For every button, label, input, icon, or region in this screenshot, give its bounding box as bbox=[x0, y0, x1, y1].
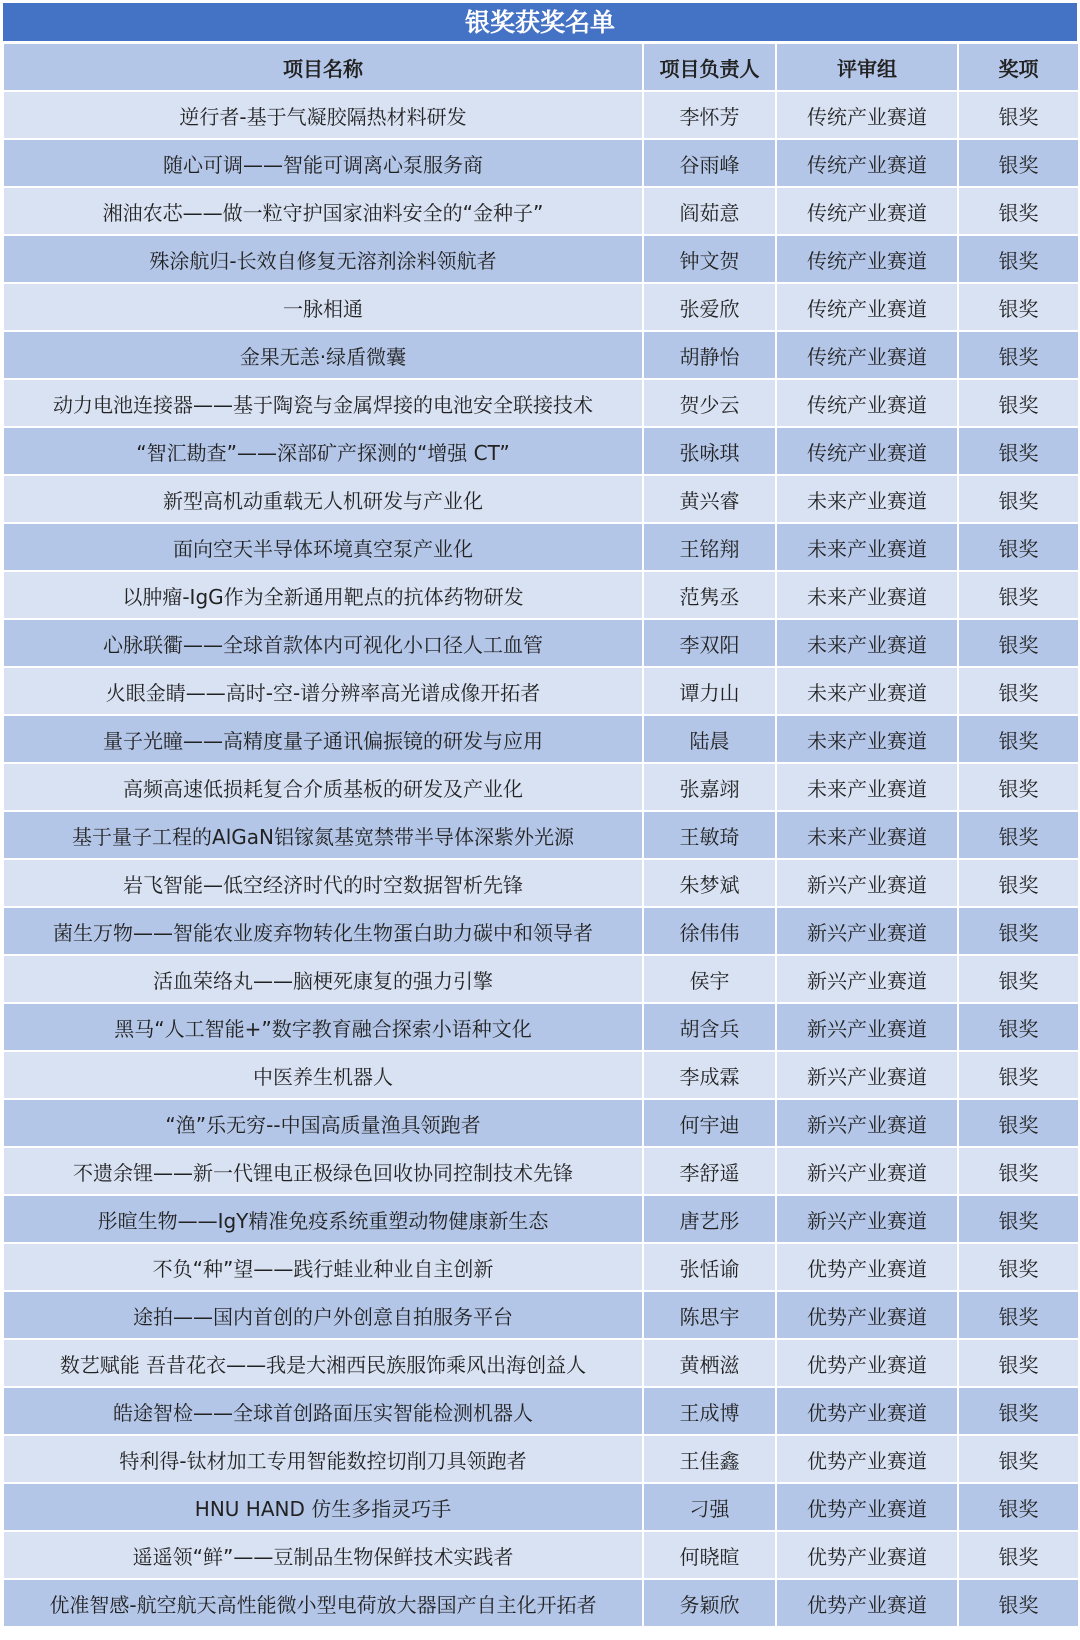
review-group-cell: 传统产业赛道 bbox=[776, 91, 958, 139]
review-group-cell: 传统产业赛道 bbox=[776, 187, 958, 235]
project-name-cell: 彤暄生物——IgY精准免疫系统重塑动物健康新生态 bbox=[3, 1195, 643, 1243]
award-cell: 银奖 bbox=[958, 763, 1079, 811]
project-name-cell: 菌生万物——智能农业废弃物转化生物蛋白助力碳中和领导者 bbox=[3, 907, 643, 955]
table-row bbox=[3, 667, 1079, 715]
review-group-cell: 新兴产业赛道 bbox=[776, 907, 958, 955]
project-leader-cell: 胡含兵 bbox=[643, 1003, 776, 1051]
award-cell: 银奖 bbox=[958, 619, 1079, 667]
review-group-cell: 优势产业赛道 bbox=[776, 1243, 958, 1291]
project-name-cell: 皓途智检——全球首创路面压实智能检测机器人 bbox=[3, 1387, 643, 1435]
review-group-cell: 新兴产业赛道 bbox=[776, 859, 958, 907]
project-name-cell: 面向空天半导体环境真空泵产业化 bbox=[3, 523, 643, 571]
review-group-cell: 优势产业赛道 bbox=[776, 1339, 958, 1387]
project-name-cell: 遥遥领“鲜”——豆制品生物保鲜技术实践者 bbox=[3, 1531, 643, 1579]
award-cell: 银奖 bbox=[958, 667, 1079, 715]
project-name-cell: 随心可调——智能可调离心泵服务商 bbox=[3, 139, 643, 187]
project-leader-cell: 谷雨峰 bbox=[643, 139, 776, 187]
table-row bbox=[3, 1387, 1079, 1435]
table-row bbox=[3, 1435, 1079, 1483]
award-cell: 银奖 bbox=[958, 235, 1079, 283]
table-row bbox=[3, 187, 1079, 235]
table-row bbox=[3, 331, 1079, 379]
review-group-cell: 未来产业赛道 bbox=[776, 763, 958, 811]
project-name-cell: 新型高机动重载无人机研发与产业化 bbox=[3, 475, 643, 523]
award-cell: 银奖 bbox=[958, 1483, 1079, 1531]
table-row bbox=[3, 1291, 1079, 1339]
project-leader-cell: 王敏琦 bbox=[643, 811, 776, 859]
project-leader-cell: 张嘉翊 bbox=[643, 763, 776, 811]
project-leader-cell: 何宇迪 bbox=[643, 1099, 776, 1147]
project-leader-cell: 张恬谕 bbox=[643, 1243, 776, 1291]
table-row bbox=[3, 955, 1079, 1003]
table-row bbox=[3, 1195, 1079, 1243]
project-leader-cell: 侯宇 bbox=[643, 955, 776, 1003]
award-cell: 银奖 bbox=[958, 1195, 1079, 1243]
project-leader-cell: 钟文贺 bbox=[643, 235, 776, 283]
award-cell: 银奖 bbox=[958, 811, 1079, 859]
project-name-cell: 殊涂航归-长效自修复无溶剂涂料领航者 bbox=[3, 235, 643, 283]
project-leader-cell: 黄栖滋 bbox=[643, 1339, 776, 1387]
project-leader-cell: 徐伟伟 bbox=[643, 907, 776, 955]
table-row bbox=[3, 859, 1079, 907]
award-cell: 银奖 bbox=[958, 907, 1079, 955]
review-group-cell: 未来产业赛道 bbox=[776, 475, 958, 523]
award-cell: 银奖 bbox=[958, 331, 1079, 379]
review-group-cell: 未来产业赛道 bbox=[776, 571, 958, 619]
project-name-cell: 动力电池连接器——基于陶瓷与金属焊接的电池安全联接技术 bbox=[3, 379, 643, 427]
project-name-cell: 高频高速低损耗复合介质基板的研发及产业化 bbox=[3, 763, 643, 811]
table-row bbox=[3, 1051, 1079, 1099]
award-cell: 银奖 bbox=[958, 1339, 1079, 1387]
project-leader-cell: 贺少云 bbox=[643, 379, 776, 427]
award-cell: 银奖 bbox=[958, 1435, 1079, 1483]
award-cell: 银奖 bbox=[958, 1003, 1079, 1051]
review-group-cell: 优势产业赛道 bbox=[776, 1435, 958, 1483]
review-group-cell: 新兴产业赛道 bbox=[776, 1195, 958, 1243]
project-leader-cell: 陈思宇 bbox=[643, 1291, 776, 1339]
project-leader-cell: 谭力山 bbox=[643, 667, 776, 715]
review-group-cell: 未来产业赛道 bbox=[776, 667, 958, 715]
project-name-cell: 基于量子工程的AlGaN铝镓氮基宽禁带半导体深紫外光源 bbox=[3, 811, 643, 859]
project-name-cell: 心脉联衢——全球首款体内可视化小口径人工血管 bbox=[3, 619, 643, 667]
project-name-cell: 以肿瘤-IgG作为全新通用靶点的抗体药物研发 bbox=[3, 571, 643, 619]
project-name-cell: 不遗余锂——新一代锂电正极绿色回收协同控制技术先锋 bbox=[3, 1147, 643, 1195]
project-name-cell: “渔”乐无穷--中国高质量渔具领跑者 bbox=[3, 1099, 643, 1147]
project-name-cell: 优准智感-航空航天高性能微小型电荷放大器国产自主化开拓者 bbox=[3, 1579, 643, 1627]
review-group-cell: 优势产业赛道 bbox=[776, 1291, 958, 1339]
table-row bbox=[3, 427, 1079, 475]
project-leader-cell: 务颖欣 bbox=[643, 1579, 776, 1627]
review-group-cell: 新兴产业赛道 bbox=[776, 1003, 958, 1051]
header-review-group: 评审组 bbox=[776, 43, 958, 91]
project-leader-cell: 王成博 bbox=[643, 1387, 776, 1435]
review-group-cell: 新兴产业赛道 bbox=[776, 955, 958, 1003]
table-row bbox=[3, 1243, 1079, 1291]
project-name-cell: 中医养生机器人 bbox=[3, 1051, 643, 1099]
project-leader-cell: 李舒遥 bbox=[643, 1147, 776, 1195]
award-cell: 银奖 bbox=[958, 1147, 1079, 1195]
award-table bbox=[2, 42, 1080, 1628]
project-name-cell: “智汇勘查”——深部矿产探测的“增强 CT” bbox=[3, 427, 643, 475]
table-row bbox=[3, 283, 1079, 331]
review-group-cell: 新兴产业赛道 bbox=[776, 1099, 958, 1147]
award-cell: 银奖 bbox=[958, 859, 1079, 907]
project-name-cell: 特利得-钛材加工专用智能数控切削刀具领跑者 bbox=[3, 1435, 643, 1483]
award-cell: 银奖 bbox=[958, 475, 1079, 523]
project-leader-cell: 陆晨 bbox=[643, 715, 776, 763]
table-row bbox=[3, 619, 1079, 667]
header-project-name: 项目名称 bbox=[3, 43, 643, 91]
award-cell: 银奖 bbox=[958, 379, 1079, 427]
award-cell: 银奖 bbox=[958, 523, 1079, 571]
project-name-cell: 一脉相通 bbox=[3, 283, 643, 331]
review-group-cell: 优势产业赛道 bbox=[776, 1483, 958, 1531]
table-row bbox=[3, 1147, 1079, 1195]
award-cell: 银奖 bbox=[958, 571, 1079, 619]
review-group-cell: 未来产业赛道 bbox=[776, 523, 958, 571]
project-leader-cell: 黄兴睿 bbox=[643, 475, 776, 523]
project-leader-cell: 刁强 bbox=[643, 1483, 776, 1531]
project-leader-cell: 王铭翔 bbox=[643, 523, 776, 571]
table-row bbox=[3, 1099, 1079, 1147]
project-leader-cell: 阎茹意 bbox=[643, 187, 776, 235]
review-group-cell: 传统产业赛道 bbox=[776, 331, 958, 379]
award-cell: 银奖 bbox=[958, 139, 1079, 187]
award-cell: 银奖 bbox=[958, 715, 1079, 763]
project-name-cell: 不负“种”望——践行蛙业种业自主创新 bbox=[3, 1243, 643, 1291]
award-cell: 银奖 bbox=[958, 1291, 1079, 1339]
project-name-cell: 量子光瞳——高精度量子通讯偏振镜的研发与应用 bbox=[3, 715, 643, 763]
table-row bbox=[3, 1003, 1079, 1051]
award-cell: 银奖 bbox=[958, 1531, 1079, 1579]
table-row bbox=[3, 1483, 1079, 1531]
project-leader-cell: 李成霖 bbox=[643, 1051, 776, 1099]
award-cell: 银奖 bbox=[958, 1099, 1079, 1147]
table-row bbox=[3, 523, 1079, 571]
project-leader-cell: 李双阳 bbox=[643, 619, 776, 667]
project-leader-cell: 何晓暄 bbox=[643, 1531, 776, 1579]
table-row bbox=[3, 1579, 1079, 1627]
project-leader-cell: 胡静怡 bbox=[643, 331, 776, 379]
award-cell: 银奖 bbox=[958, 1579, 1079, 1627]
review-group-cell: 未来产业赛道 bbox=[776, 811, 958, 859]
review-group-cell: 传统产业赛道 bbox=[776, 283, 958, 331]
table-header-row bbox=[3, 43, 1079, 91]
project-leader-cell: 唐艺彤 bbox=[643, 1195, 776, 1243]
project-leader-cell: 张咏琪 bbox=[643, 427, 776, 475]
project-name-cell: 活血荣络丸——脑梗死康复的强力引擎 bbox=[3, 955, 643, 1003]
award-cell: 银奖 bbox=[958, 1387, 1079, 1435]
review-group-cell: 传统产业赛道 bbox=[776, 235, 958, 283]
review-group-cell: 新兴产业赛道 bbox=[776, 1147, 958, 1195]
award-cell: 银奖 bbox=[958, 283, 1079, 331]
project-leader-cell: 朱梦斌 bbox=[643, 859, 776, 907]
award-cell: 银奖 bbox=[958, 427, 1079, 475]
review-group-cell: 优势产业赛道 bbox=[776, 1579, 958, 1627]
project-name-cell: 火眼金睛——高时-空-谱分辨率高光谱成像开拓者 bbox=[3, 667, 643, 715]
award-cell: 银奖 bbox=[958, 187, 1079, 235]
project-leader-cell: 张爱欣 bbox=[643, 283, 776, 331]
review-group-cell: 传统产业赛道 bbox=[776, 139, 958, 187]
table-row bbox=[3, 379, 1079, 427]
table-row bbox=[3, 235, 1079, 283]
award-cell: 银奖 bbox=[958, 1243, 1079, 1291]
header-award: 奖项 bbox=[958, 43, 1079, 91]
project-name-cell: 黑马“人工智能+”数字教育融合探索小语种文化 bbox=[3, 1003, 643, 1051]
review-group-cell: 优势产业赛道 bbox=[776, 1387, 958, 1435]
project-name-cell: 金果无恙·绿盾微囊 bbox=[3, 331, 643, 379]
table-row bbox=[3, 1339, 1079, 1387]
project-name-cell: 湘油农芯——做一粒守护国家油料安全的“金种子” bbox=[3, 187, 643, 235]
review-group-cell: 优势产业赛道 bbox=[776, 1531, 958, 1579]
table-row bbox=[3, 475, 1079, 523]
project-leader-cell: 范隽丞 bbox=[643, 571, 776, 619]
review-group-cell: 传统产业赛道 bbox=[776, 379, 958, 427]
table-row bbox=[3, 1531, 1079, 1579]
award-cell: 银奖 bbox=[958, 1051, 1079, 1099]
project-name-cell: 途拍——国内首创的户外创意自拍服务平台 bbox=[3, 1291, 643, 1339]
table-row bbox=[3, 763, 1079, 811]
table-row bbox=[3, 715, 1079, 763]
project-leader-cell: 王佳鑫 bbox=[643, 1435, 776, 1483]
review-group-cell: 未来产业赛道 bbox=[776, 715, 958, 763]
review-group-cell: 未来产业赛道 bbox=[776, 619, 958, 667]
table-row bbox=[3, 811, 1079, 859]
project-name-cell: 数艺赋能 吾昔花衣——我是大湘西民族服饰乘风出海创益人 bbox=[3, 1339, 643, 1387]
table-row bbox=[3, 91, 1079, 139]
award-cell: 银奖 bbox=[958, 955, 1079, 1003]
project-name-cell: 岩飞智能—低空经济时代的时空数据智析先锋 bbox=[3, 859, 643, 907]
table-row bbox=[3, 907, 1079, 955]
review-group-cell: 新兴产业赛道 bbox=[776, 1051, 958, 1099]
table-row bbox=[3, 571, 1079, 619]
review-group-cell: 传统产业赛道 bbox=[776, 427, 958, 475]
project-name-cell: HNU HAND 仿生多指灵巧手 bbox=[3, 1483, 643, 1531]
award-list-document bbox=[2, 2, 1078, 1628]
table-row bbox=[3, 139, 1079, 187]
project-leader-cell: 李怀芳 bbox=[643, 91, 776, 139]
project-name-cell: 逆行者-基于气凝胶隔热材料研发 bbox=[3, 91, 643, 139]
header-project-leader: 项目负责人 bbox=[643, 43, 776, 91]
award-cell: 银奖 bbox=[958, 91, 1079, 139]
table-body bbox=[3, 91, 1079, 1627]
table-title: 银奖获奖名单 bbox=[2, 2, 1078, 42]
